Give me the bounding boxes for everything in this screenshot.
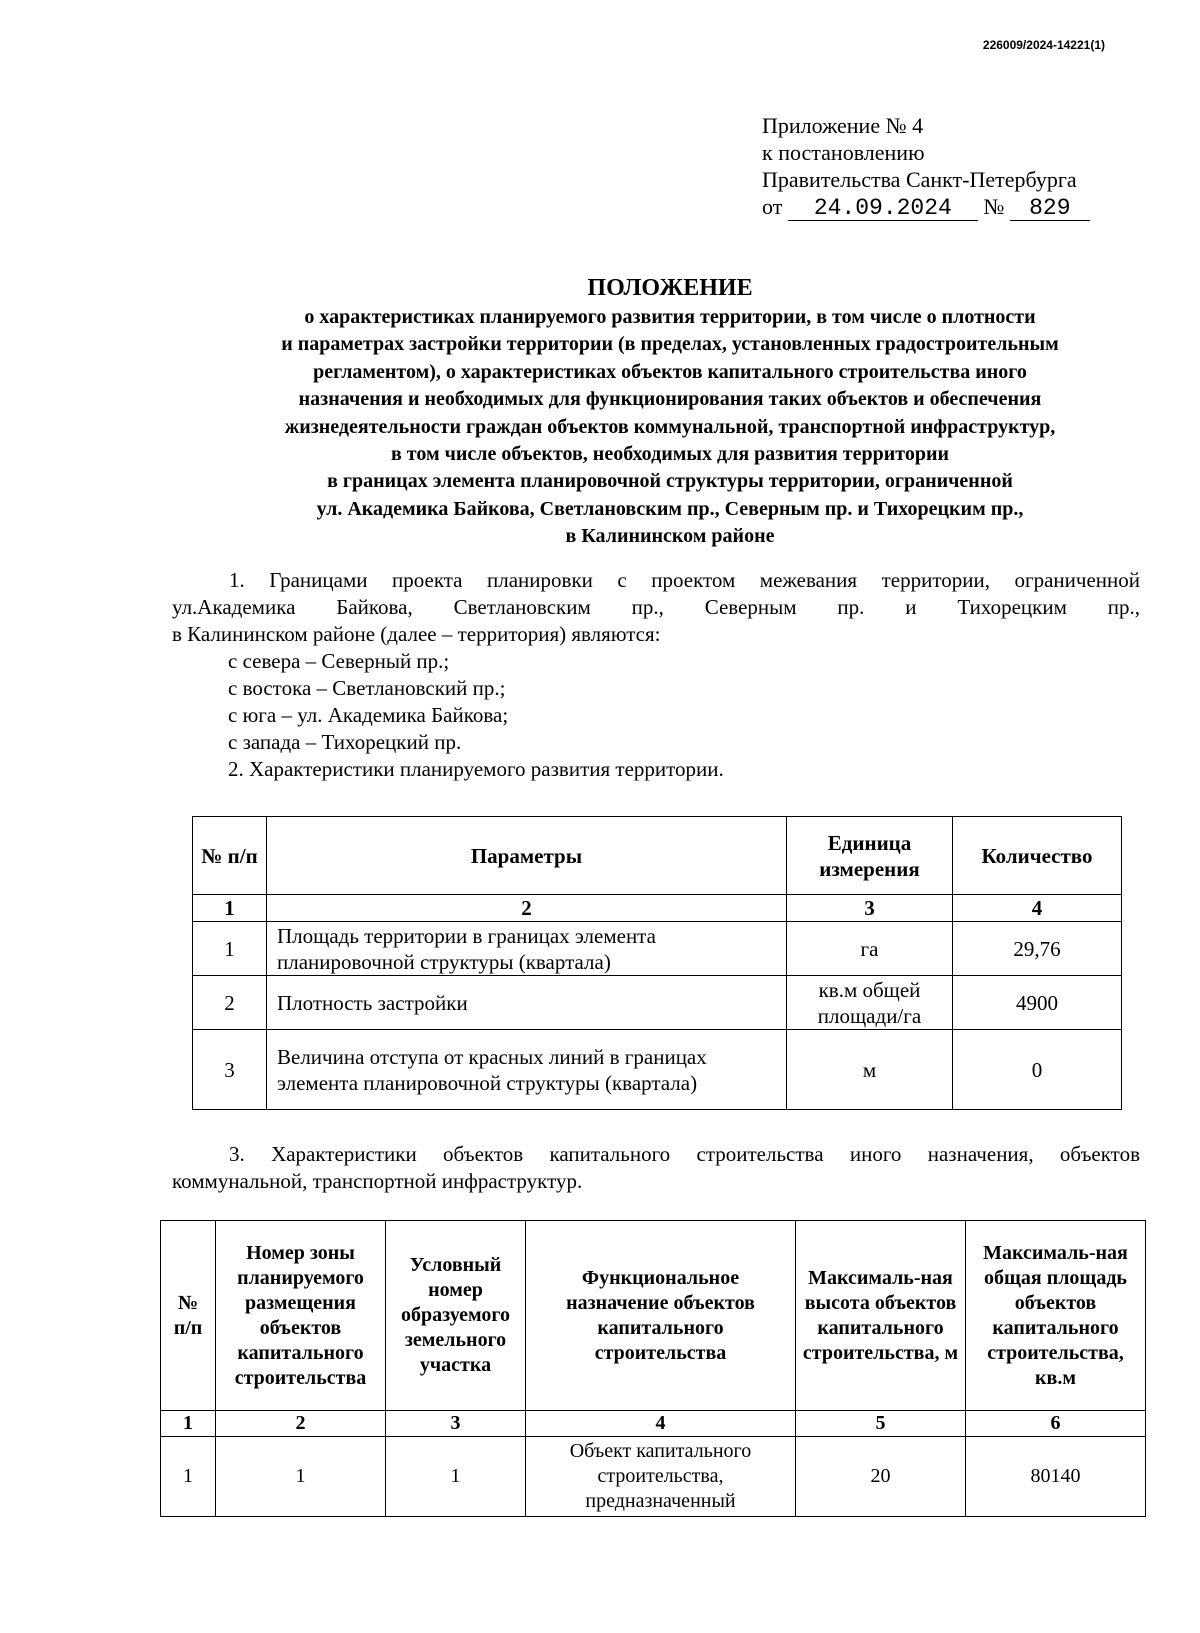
section-1 — [172, 567, 1140, 783]
header-cell: Максималь-ная общая площадь объектов капитального строительства, кв.м — [966, 1221, 1146, 1411]
title-line: и параметрах застройки территории (в пределах, установленных градостроительным — [281, 333, 1059, 356]
header-cell: Количество — [953, 817, 1122, 895]
table-row — [193, 1030, 1122, 1110]
quantity-cell: 4900 — [953, 976, 1122, 1030]
quantity-cell: 29,76 — [953, 922, 1122, 976]
title-line: о характеристиках планируемого развития территории, в том числе о плотности — [304, 306, 1036, 328]
header-cell: Параметры — [267, 817, 787, 895]
document-registration-number: 226009/2024-14221(1) — [982, 38, 1105, 52]
column-number: 3 — [787, 895, 953, 922]
header-cell: Единица измерения — [787, 817, 953, 895]
title-line: ул. Академика Байкова, Светлановским пр., Северным пр. и Тихорецким пр., — [316, 497, 1024, 520]
column-number: 5 — [796, 1411, 966, 1437]
table-row — [193, 922, 1122, 976]
row-number: 1 — [161, 1437, 216, 1517]
annex-authority: Правительства Санкт-Петербурга — [762, 167, 1077, 192]
decree-number: 829 — [1010, 197, 1090, 221]
quantity-cell: 0 — [953, 1030, 1122, 1110]
annex-ref: к постановлению — [762, 140, 925, 165]
column-number-row — [193, 895, 1122, 922]
decree-date: 24.09.2024 — [788, 197, 978, 221]
parameter-cell: Плотность застройки — [267, 976, 787, 1030]
boundary-north: с севера – Северный пр.; — [228, 649, 450, 673]
document-title — [170, 274, 1170, 551]
column-number-row — [161, 1411, 1146, 1437]
column-number: 2 — [216, 1411, 386, 1437]
table-row — [161, 1437, 1146, 1517]
boundary-east: с востока – Светлановский пр.; — [228, 676, 506, 700]
section-1-line: в Калининском районе (далее – территория) являются: — [172, 622, 661, 646]
row-number: 3 — [193, 1030, 267, 1110]
column-number: 4 — [526, 1411, 796, 1437]
unit-cell: кв.м общей площади/га — [787, 976, 953, 1030]
title-line: назначения и необходимых для функционирования таких объектов и обеспечения — [298, 388, 1042, 411]
section-3-heading — [172, 1141, 1140, 1195]
section-1-line: ул.Академика Байкова, Светлановским пр., Северным пр. и Тихорецким пр., — [172, 595, 1140, 619]
title-line: жизнедеятельности граждан объектов коммунальной, транспортной инфраструктур, — [284, 415, 1056, 438]
section-1-line: 1. Границами проекта планировки с проектом межевания территории, ограниченной — [229, 568, 1140, 592]
date-prefix: от — [762, 194, 783, 219]
header-cell: № п/п — [161, 1221, 216, 1411]
section-3-line: коммунальной, транспортной инфраструктур. — [172, 1169, 583, 1193]
table-header-row — [193, 817, 1122, 895]
parameter-cell: Величина отступа от красных линий в границах элемента планировочной структуры (квартала) — [267, 1030, 787, 1110]
title-line: в границах элемента планировочной структуры территории, ограниченной — [327, 470, 1013, 493]
purpose-cell: Объект капитального строительства, предназначенный — [526, 1437, 796, 1517]
title-main: ПОЛОЖЕНИЕ — [587, 275, 753, 301]
boundary-south: с юга – ул. Академика Байкова; — [228, 703, 509, 727]
column-number: 1 — [193, 895, 267, 922]
capital-construction-table — [160, 1220, 1146, 1517]
column-number: 4 — [953, 895, 1122, 922]
title-line: в Калининском районе — [565, 525, 775, 548]
section-2-heading: 2. Характеристики планируемого развития территории. — [228, 757, 724, 781]
header-cell: Условный номер образуемого земельного участка — [386, 1221, 526, 1411]
column-number: 3 — [386, 1411, 526, 1437]
max-height-cell: 20 — [796, 1437, 966, 1517]
zone-number-cell: 1 — [216, 1437, 386, 1517]
section-3-line: 3. Характеристики объектов капитального строительства иного назначения, объектов — [229, 1142, 1140, 1166]
number-prefix: № — [983, 194, 1005, 219]
table-header-row — [161, 1221, 1146, 1411]
title-line: в том числе объектов, необходимых для развития территории — [391, 443, 949, 466]
column-number: 6 — [966, 1411, 1146, 1437]
parameter-cell: Площадь территории в границах элемента планировочной структуры (квартала) — [267, 922, 787, 976]
header-cell: Функциональное назначение объектов капитального строительства — [526, 1221, 796, 1411]
header-cell: Номер зоны планируемого размещения объектов капитального строительства — [216, 1221, 386, 1411]
boundary-west: с запада – Тихорецкий пр. — [228, 730, 462, 754]
unit-cell: га — [787, 922, 953, 976]
table-row — [193, 976, 1122, 1030]
annex-title: Приложение № 4 — [762, 113, 924, 138]
unit-cell: м — [787, 1030, 953, 1110]
row-number: 2 — [193, 976, 267, 1030]
plot-number-cell: 1 — [386, 1437, 526, 1517]
territory-characteristics-table — [192, 816, 1122, 1110]
column-number: 2 — [267, 895, 787, 922]
row-number: 1 — [193, 922, 267, 976]
annex-date-line — [762, 193, 1122, 221]
title-line: регламентом), о характеристиках объектов капитального строительства иного — [313, 360, 1027, 383]
column-number: 1 — [161, 1411, 216, 1437]
annex-block — [762, 112, 1122, 221]
max-area-cell: 80140 — [966, 1437, 1146, 1517]
header-cell: № п/п — [193, 817, 267, 895]
header-cell: Максималь-ная высота объектов капитального строительства, м — [796, 1221, 966, 1411]
